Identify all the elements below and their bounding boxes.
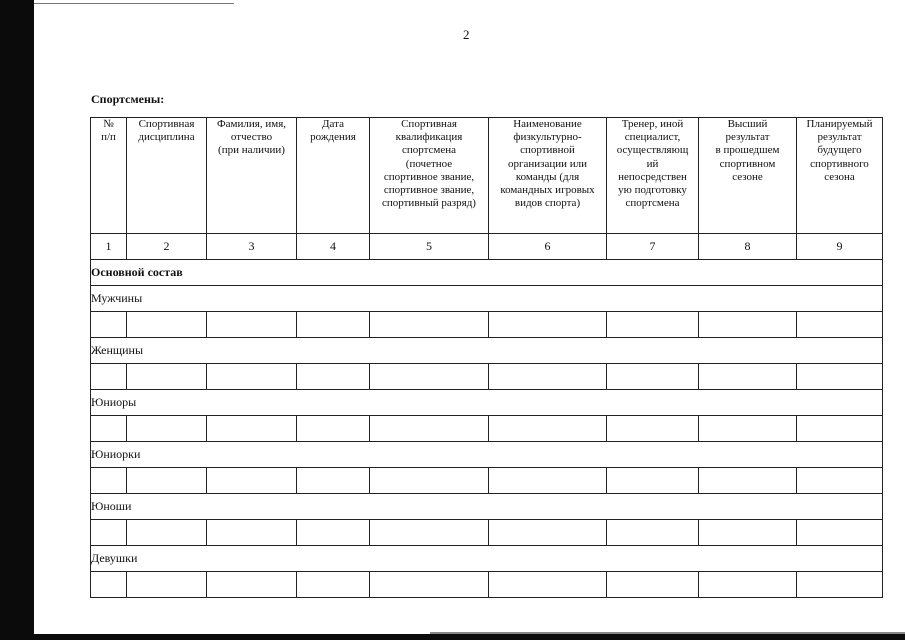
table-cell[interactable]: [699, 312, 797, 338]
header-cell-birth-date: Дата рождения: [297, 118, 370, 234]
table-cell[interactable]: [699, 468, 797, 494]
table-cell[interactable]: [489, 312, 607, 338]
table-row: [91, 312, 883, 338]
page-number: 2: [463, 27, 470, 42]
main-group-label: Основной состав: [91, 260, 883, 286]
header-row: [91, 118, 883, 234]
table-cell[interactable]: [607, 468, 699, 494]
table-cell[interactable]: [297, 364, 370, 390]
group-row: [91, 286, 883, 312]
scan-edge-top-line: [34, 3, 234, 4]
table-cell[interactable]: [207, 312, 297, 338]
group-label: Девушки: [91, 546, 883, 572]
table-cell[interactable]: [607, 572, 699, 598]
column-number: 7: [607, 234, 699, 260]
header-cell-organization: Наименование физкультурно- спортивной организации или команды (для командных игровых видов спорта): [489, 118, 607, 234]
table-cell[interactable]: [370, 468, 489, 494]
column-number: 3: [207, 234, 297, 260]
header-cell-discipline: Спортивная дисциплина: [127, 118, 207, 234]
table-cell[interactable]: [370, 364, 489, 390]
section-title: Спортсмены:: [91, 92, 165, 106]
table-cell[interactable]: [207, 416, 297, 442]
table-cell[interactable]: [370, 312, 489, 338]
header-cell-planned-result: Планируемый результат будущего спортивного сезона: [797, 118, 883, 234]
column-number: 1: [91, 234, 127, 260]
table-row: [91, 364, 883, 390]
header-cell-coach: Тренер, иной специалист, осуществляющ ий непосредствен ую подготовку спортсмена: [607, 118, 699, 234]
table-cell[interactable]: [370, 572, 489, 598]
table-row: [91, 416, 883, 442]
scan-edge-bottom: [0, 634, 905, 640]
column-number-row: [91, 234, 883, 260]
table-cell[interactable]: [297, 520, 370, 546]
table-cell[interactable]: [489, 520, 607, 546]
table-cell[interactable]: [797, 364, 883, 390]
column-number: 9: [797, 234, 883, 260]
header-cell-best-result: Высший результат в прошедшем спортивном сезоне: [699, 118, 797, 234]
table-cell[interactable]: [699, 364, 797, 390]
column-number: 4: [297, 234, 370, 260]
table-cell[interactable]: [297, 468, 370, 494]
table-cell[interactable]: [489, 416, 607, 442]
table-cell[interactable]: [489, 468, 607, 494]
table-cell[interactable]: [127, 520, 207, 546]
table-cell[interactable]: [489, 572, 607, 598]
table-cell[interactable]: [607, 364, 699, 390]
athletes-table: [90, 117, 883, 598]
table-cell[interactable]: [207, 364, 297, 390]
column-number: 2: [127, 234, 207, 260]
table-cell[interactable]: [297, 312, 370, 338]
table-cell[interactable]: [699, 520, 797, 546]
table-cell[interactable]: [607, 520, 699, 546]
table-cell[interactable]: [207, 572, 297, 598]
main-group-row: [91, 260, 883, 286]
header-cell-full-name: Фамилия, имя, отчество (при наличии): [207, 118, 297, 234]
group-label: Юниоры: [91, 390, 883, 416]
table-cell[interactable]: [489, 364, 607, 390]
table-row: [91, 520, 883, 546]
group-label: Юниорки: [91, 442, 883, 468]
table-cell[interactable]: [91, 520, 127, 546]
group-row: [91, 338, 883, 364]
table-row: [91, 468, 883, 494]
table-cell[interactable]: [370, 520, 489, 546]
table-cell[interactable]: [297, 572, 370, 598]
table-row: [91, 572, 883, 598]
table-cell[interactable]: [699, 572, 797, 598]
header-cell-qualification: Спортивная квалификация спортсмена (почетное спортивное звание, спортивное звание, спортивный разряд): [370, 118, 489, 234]
column-number: 6: [489, 234, 607, 260]
table-cell[interactable]: [127, 416, 207, 442]
group-label: Мужчины: [91, 286, 883, 312]
table-cell[interactable]: [797, 312, 883, 338]
table-cell[interactable]: [91, 416, 127, 442]
scan-edge-left: [0, 0, 34, 640]
table-cell[interactable]: [797, 520, 883, 546]
table-cell[interactable]: [370, 416, 489, 442]
table-cell[interactable]: [607, 312, 699, 338]
group-label: Юноши: [91, 494, 883, 520]
table-cell[interactable]: [207, 468, 297, 494]
table-cell[interactable]: [91, 572, 127, 598]
table-cell[interactable]: [127, 468, 207, 494]
table-cell[interactable]: [797, 468, 883, 494]
table-cell[interactable]: [127, 312, 207, 338]
table-cell[interactable]: [607, 416, 699, 442]
table-cell[interactable]: [91, 364, 127, 390]
table-cell[interactable]: [127, 572, 207, 598]
table-cell[interactable]: [207, 520, 297, 546]
group-label: Женщины: [91, 338, 883, 364]
group-row: [91, 442, 883, 468]
table-cell[interactable]: [699, 416, 797, 442]
column-number: 5: [370, 234, 489, 260]
header-cell-number: № п/п: [91, 118, 127, 234]
table-cell[interactable]: [91, 468, 127, 494]
group-row: [91, 546, 883, 572]
column-number: 8: [699, 234, 797, 260]
table-cell[interactable]: [127, 364, 207, 390]
table-cell[interactable]: [797, 572, 883, 598]
group-row: [91, 494, 883, 520]
group-row: [91, 390, 883, 416]
table-cell[interactable]: [91, 312, 127, 338]
table-cell[interactable]: [797, 416, 883, 442]
table-cell[interactable]: [297, 416, 370, 442]
